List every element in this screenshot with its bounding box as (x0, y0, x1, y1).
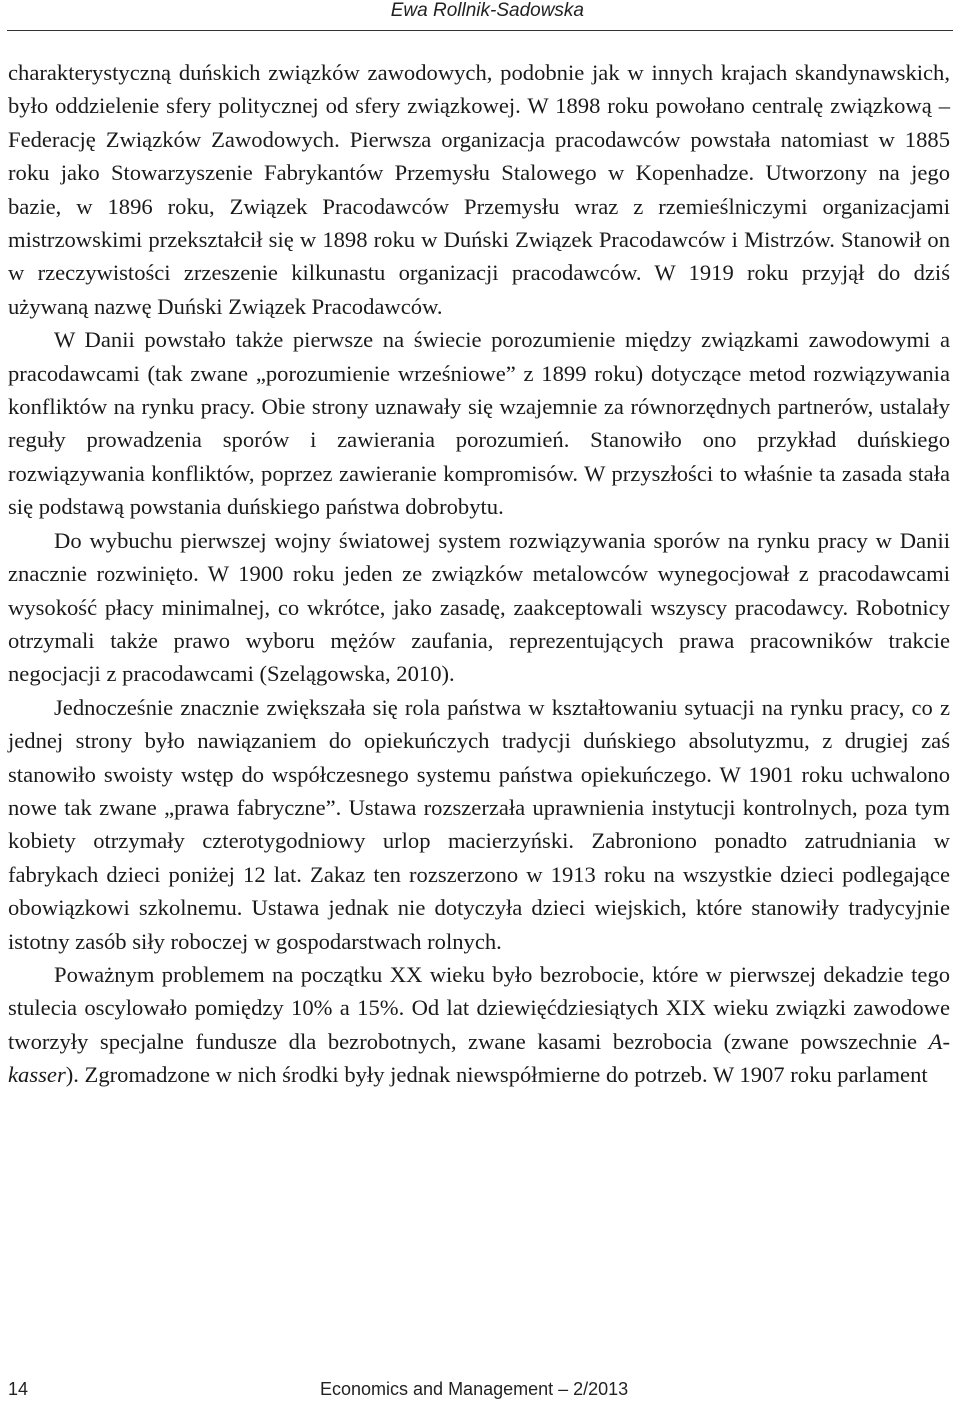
paragraph-1: charakterystyczną duńskich związków zawodowych, podobnie jak w innych krajach skandynawskich, było oddzielenie sfery politycznej od sfery związkowej. W 1898 roku powołano centralę związkową – Federację Związków Zawodowych. Pierwsza organizacja pracodawców powstała natomiast w 1885 roku jako Stowarzyszenie Fabrykantów Przemysłu Stalowego w Kopenhadze. Utworzony na jego bazie, w 1896 roku, Związek Pracodawców Przemysłu wraz z rzemieślniczymi organizacjami mistrzowskimi przekształcił się w 1898 roku w Duński Związek Pracodawców i Mistrzów. Stanowił on w rzeczywistości zrzeszenie kilkunastu organizacji pracodawców. W 1919 roku przyjął do dziś używaną nazwę Duński Związek Pracodawców. (8, 60, 950, 319)
italic-term: A-kasser (8, 1028, 950, 1088)
page-number: 14 (8, 1379, 29, 1399)
article-body (8, 56, 950, 1092)
paragraph-5-text-end: ). Zgromadzone w nich środki były jednak niewspółmierne do potrzeb. W 1907 roku parlament (65, 1062, 928, 1088)
running-header-author: Ewa Rollnik-Sadowska (390, 0, 584, 21)
journal-citation: Economics and Management – 2/2013 (320, 1379, 629, 1399)
paragraph-4: Jednocześnie znacznie zwiększała się rola państwa w kształtowaniu sytuacji na rynku pracy, co z jednej strony było nawiązaniem do opiekuńczych tradycji duńskiego absolutyzmu, z drugiej zaś stanowiło swoisty wstęp do współczesnego systemu państwa opiekuńczego. W 1901 roku uchwalono nowe tak zwane „prawa fabryczne”. Ustawa rozszerzała uprawnienia instytucji kontrolnych, poza tym kobiety otrzymały czterotygodniowy urlop macierzyński. Zabroniono ponadto zatrudniania w fabrykach dzieci poniżej 12 lat. Zakaz ten rozszerzono w 1913 roku na wszystkie dzieci podlegające obowiązkowi szkolnemu. Ustawa jednak nie dotyczyła dzieci wiejskich, które stanowiły tradycyjnie istotny zasób siły roboczej w gospodarstwach rolnych. (8, 694, 950, 954)
paragraph-2: W Danii powstało także pierwsze na świecie porozumienie między związkami zawodowymi a pracodawcami (tak zwane „porozumienie wrześniowe” z 1899 roku) dotyczące metod rozwiązywania konfliktów na rynku pracy. Obie strony uznawały się wzajemnie za równorzędnych partnerów, ustalały reguły prowadzenia sporów i zawierania porozumień. Stanowiło ono przykład duńskiego rozwiązywania konfliktów, poprzez zawieranie kompromisów. W przyszłości to właśnie ta zasada stała się podstawą powstania duńskiego państwa dobrobytu. (8, 327, 950, 520)
paragraph-5 (8, 958, 950, 1092)
paragraph-3: Do wybuchu pierwszej wojny światowej system rozwiązywania sporów na rynku pracy w Danii znacznie rozwinięto. W 1900 roku jeden ze związków metalowców wynegocjował z pracodawcami wysokość płacy minimalnej, co wkrótce, jako zasadę, zaakceptowali wszyscy pracodawcy. Robotnicy otrzymali także prawo wyboru mężów zaufania, reprezentujących prawa pracowników trakcie negocjacji z pracodawcami (Szelągowska, 2010). (8, 527, 950, 687)
paragraph-5-text-start: Poważnym problemem na początku XX wieku było bezrobocie, które w pierwszej dekadzie tego stulecia oscylowało pomiędzy 10% a 15%. Od lat dziewięćdziesiątych XIX wieku związki zawodowe tworzyły specjalne fundusze dla bezrobotnych, zwane kasami bezrobocia (zwane powszechnie (8, 961, 950, 1054)
page-footer (8, 1378, 950, 1402)
header-rule (7, 30, 953, 31)
